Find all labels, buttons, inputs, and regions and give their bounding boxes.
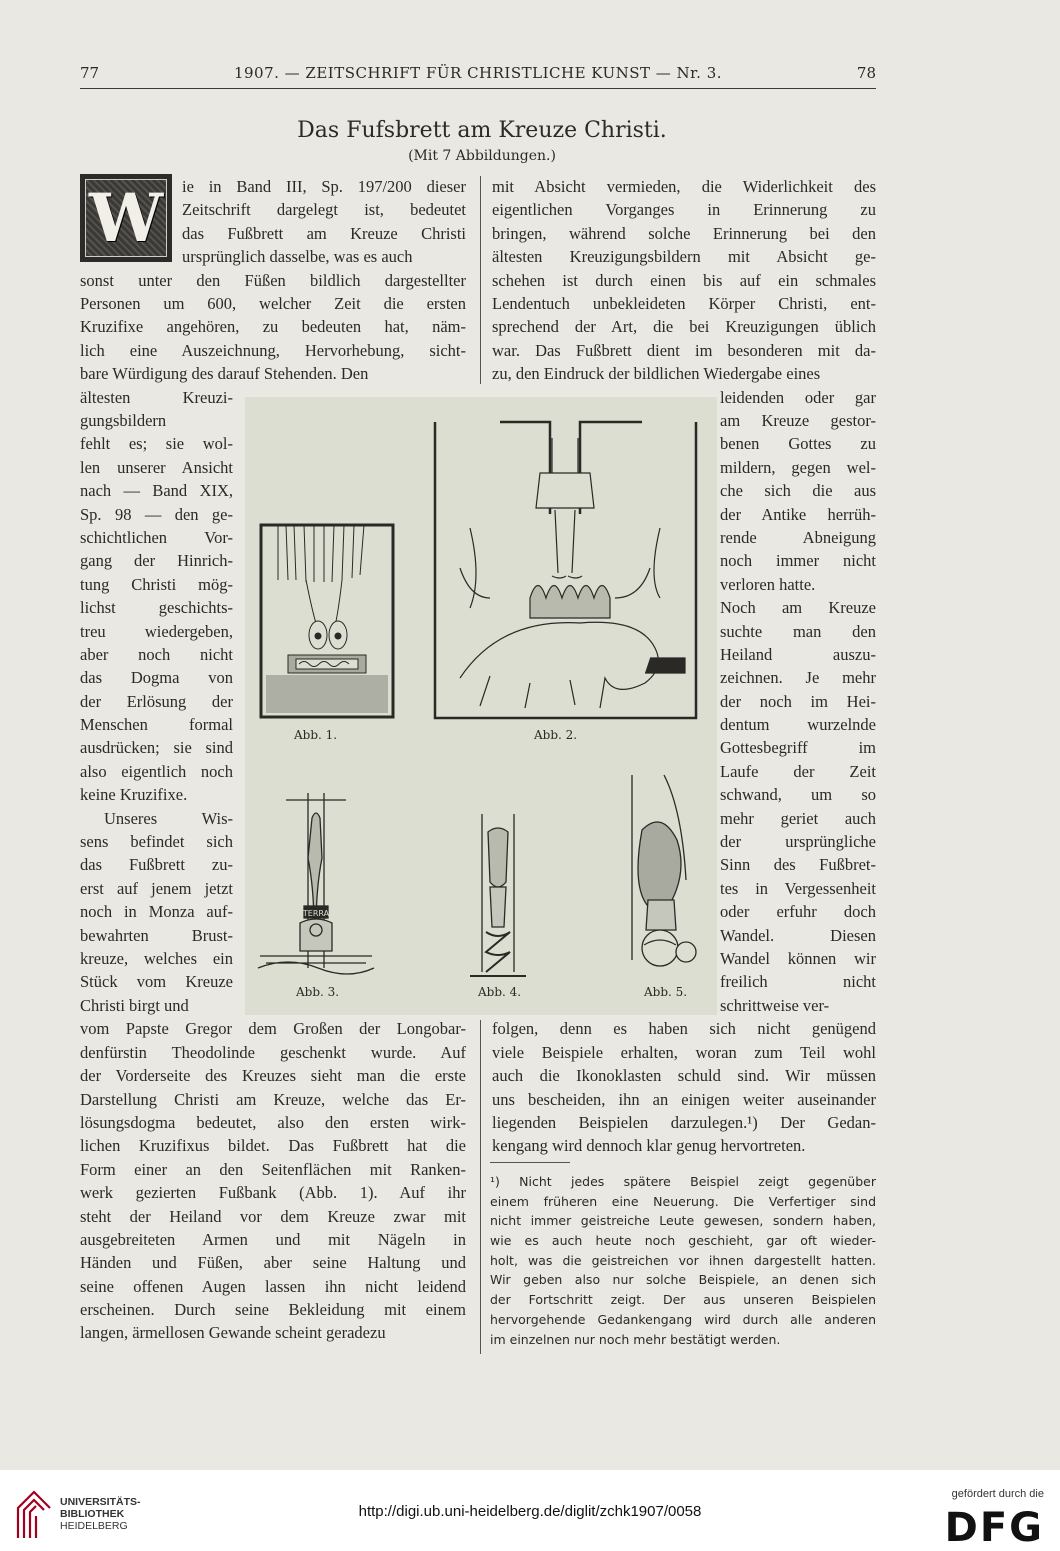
text-line: che sich die aus [720, 481, 876, 501]
right-column-top [492, 175, 876, 386]
text-line: langen, ärmellosen Gewande scheint geradezu [80, 1323, 386, 1343]
dfg-logo: DFG [944, 1505, 1044, 1551]
text-line: ¹) Nicht jedes spätere Beispiel zeigt gegenüber [490, 1174, 876, 1189]
text-line: gang der Hinrich- [80, 551, 233, 571]
text-line: vom Papste Gregor dem Großen der Longobar- [80, 1019, 466, 1039]
text-line: mehr geriet auch [720, 808, 876, 828]
running-header [80, 64, 876, 89]
text-line: der ursprüngliche [720, 832, 876, 852]
text-line: am Kreuze gestor- [720, 410, 876, 430]
text-line: benen Gottes zu [720, 434, 876, 454]
text-line: mildern, gegen wel- [720, 457, 876, 477]
text-line: verloren hatte. [720, 574, 816, 594]
text-line: der Fortschritt zeigt. Der aus unseren Beispielen [490, 1292, 876, 1308]
text-line: dentum wurzelnde [720, 715, 876, 735]
column-rule-top [480, 176, 481, 384]
text-line: nicht immer geistreiche Leute gewesen, sondern haben, [490, 1213, 876, 1229]
text-line: Sinn des Fußbret- [720, 855, 876, 875]
text-line: uns bescheiden, ihn an einigen weiter auseinander [492, 1089, 876, 1109]
caption-abb3: Abb. 3. [296, 985, 340, 999]
text-line: liegenden Beispielen darzulegen.¹) Der Gedan- [492, 1112, 876, 1132]
text-line: Wandel. Diesen [720, 925, 876, 945]
text-line: lichen Kruzifixus bildet. Das Fußbrett hat die [80, 1136, 466, 1156]
left-column-paragraph [80, 269, 466, 386]
text-line: bare Würdigung des darauf Stehenden. Den [80, 364, 369, 384]
funding-note: gefördert durch die [951, 1488, 1044, 1500]
text-line: bewahrten Brust- [80, 925, 233, 945]
text-line: erst auf jenem jetzt [80, 878, 233, 898]
text-line: lich eine Auszeichnung, Hervorhebung, sicht- [80, 340, 466, 360]
library-line2: BIBLIOTHEK [60, 1508, 125, 1520]
footnote [490, 1172, 876, 1349]
journal-header: 1907. — ZEITSCHRIFT FÜR CHRISTLICHE KUNST — Nr. 3. [233, 64, 723, 82]
text-line: nach — Band XIX, [80, 481, 233, 501]
text-line: also eigentlich noch [80, 761, 233, 781]
text-line: suchte man den [720, 621, 876, 641]
column-rule-bottom [480, 1020, 481, 1354]
text-line: tung Christi mög- [80, 574, 233, 594]
source-url-link[interactable]: http://digi.ub.uni-heidelberg.de/diglit/zchk1907/0058 [358, 1503, 702, 1520]
text-line: zu, den Eindruck der bildlichen Wiedergabe eines [492, 364, 821, 384]
right-column-narrow [720, 386, 876, 1018]
text-line: Form einer an den Seitenflächen mit Ranken- [80, 1159, 466, 1179]
text-line: seine offenen Augen lassen ihn nicht leidend [80, 1276, 466, 1296]
article-subtitle: (Mit 7 Abbildungen.) [408, 148, 556, 164]
text-line: im einzelnen nur noch mehr bestätigt werden. [490, 1331, 781, 1347]
text-line: denfürstin Theodolinde geschenkt wurde. Auf [80, 1042, 466, 1062]
right-column-bottom [492, 1017, 876, 1157]
text-line: ursprünglich dasselbe, was es auch [182, 247, 413, 267]
text-line: sens befindet sich [80, 832, 233, 852]
text-line: Händen und Füßen, aber seine Haltung und [80, 1253, 466, 1273]
text-line: treu wiedergeben, [80, 621, 233, 641]
text-line: Stück vom Kreuze [80, 972, 233, 992]
text-line: der Antike herrüh- [720, 504, 876, 524]
figure-abb2-drawing [430, 418, 702, 724]
text-line: ältesten Kreuzi- [80, 387, 233, 407]
text-line: Zeitschrift dargelegt ist, bedeutet [182, 200, 466, 220]
text-line: sonst unter den Füßen bildlich dargestellter [80, 270, 466, 290]
text-line: Lendentuch unbekleideten Körper Christi, ent- [492, 293, 876, 313]
caption-abb4: Abb. 4. [478, 985, 522, 999]
text-line: fehlt es; sie wol- [80, 434, 233, 454]
text-line: ältesten Kreuzigungsbildern mit Absicht ge- [492, 247, 876, 267]
text-line: das Fußbrett zu- [80, 855, 233, 875]
text-line: schehen ist durch einen bis auf ein schmales [492, 270, 876, 290]
text-line: ie in Band III, Sp. 197/200 dieser [182, 177, 466, 196]
text-line: rende Abneigung [720, 527, 876, 547]
text-line: auch die Ikonoklasten schuld sind. Wir müssen [492, 1066, 876, 1086]
figure-abb5-drawing [622, 770, 704, 980]
text-line: bringen, während solche Erinnerung bei den [492, 223, 876, 243]
text-line: erscheinen. Durch seine Bekleidung mit einem [80, 1300, 466, 1320]
text-line: Gottesbegriff im [720, 738, 876, 758]
text-line: gungsbildern [80, 410, 167, 430]
text-line: Noch am Kreuze [720, 598, 876, 618]
text-line: tes in Vergessenheit [720, 878, 876, 898]
text-line: das Fußbrett am Kreuze Christi [182, 223, 466, 243]
text-line: noch immer nicht [720, 551, 876, 571]
text-line: mit Absicht vermieden, die Widerlichkeit des [492, 177, 876, 196]
text-line: wie es auch heute noch geschieht, gar oft wieder- [490, 1233, 876, 1249]
text-line: lösungsdogma bedeutet, also den ersten wirk- [80, 1112, 466, 1132]
text-line: zeichnen. Je mehr [720, 668, 876, 688]
text-line: kreuze, welches ein [80, 948, 233, 968]
text-line: werk gezierten Fußbank (Abb. 1). Auf ihr [80, 1183, 466, 1203]
text-line: folgen, denn es haben sich nicht genügend [492, 1019, 876, 1039]
text-line: freilich nicht [720, 972, 876, 992]
text-line: aber noch nicht [80, 644, 233, 664]
article-title: Das Fufsbrett am Kreuze Christi. [297, 118, 667, 143]
text-line: Laufe der Zeit [720, 761, 876, 781]
text-line: Wandel können wir [720, 948, 876, 968]
page-number-right: 78 [856, 64, 876, 82]
text-line: Christi birgt und [80, 995, 189, 1015]
text-line: oder erfuhr doch [720, 902, 876, 922]
library-line1: UNIVERSITÄTS- [60, 1496, 141, 1508]
page-number-left: 77 [80, 64, 100, 82]
text-line: ausgebreiteten Armen und mit Nägeln in [80, 1229, 466, 1249]
drop-cap-letter: W [88, 179, 164, 257]
text-line: schrittweise ver- [720, 995, 830, 1015]
terra-inscription: TERRA [302, 909, 330, 918]
text-line: das Dogma von [80, 668, 233, 688]
caption-abb1: Abb. 1. [294, 728, 338, 742]
text-line: schwand, um so [720, 785, 876, 805]
text-line: steht der Heiland vor dem Kreuze zwar mit [80, 1206, 466, 1226]
figure-abb3-drawing [256, 788, 376, 978]
left-column-narrow [80, 386, 233, 1018]
text-line: noch in Monza auf- [80, 902, 233, 922]
library-line3: HEIDELBERG [60, 1520, 128, 1532]
text-line: einem früheren eine Neuerung. Die Verfertiger sind [490, 1193, 876, 1209]
text-line: Personen um 600, welcher Zeit die ersten [80, 293, 466, 313]
drop-cap [80, 174, 172, 262]
footnote-rule [490, 1162, 570, 1163]
left-column-intro [182, 175, 466, 269]
text-line: lichst geschichts- [80, 598, 233, 618]
text-line: leidenden oder gar [720, 387, 876, 407]
text-line: war. Das Fußbrett dient im besonderen mit da- [492, 340, 876, 360]
text-line: schichtlichen Vor- [80, 527, 233, 547]
text-line: kengang wird dennoch klar genug hervortreten. [492, 1136, 806, 1156]
text-line: ausdrücken; sie sind [80, 738, 233, 758]
text-line: Sp. 98 — den ge- [80, 504, 233, 524]
text-line: der noch im Hei- [720, 691, 876, 711]
figure-abb1-drawing [258, 520, 396, 720]
text-line: len unserer Ansicht [80, 457, 233, 477]
caption-abb5: Abb. 5. [644, 985, 688, 999]
text-line: sprechend der Art, die bei Kreuzigungen üblich [492, 317, 876, 337]
left-column-bottom [80, 1017, 466, 1344]
text-line: Darstellung Christi am Kreuze, welche das Er- [80, 1089, 466, 1109]
figure-abb4-drawing [468, 812, 528, 980]
text-line: Kruzifixe angehören, zu bedeuten hat, näm- [80, 317, 466, 337]
text-line: Unseres Wis- [104, 808, 233, 828]
text-line: Menschen formal [80, 715, 233, 735]
text-line: Heiland auszu- [720, 644, 876, 664]
text-line: eigentlichen Vorganges in Erinnerung zu [492, 200, 876, 220]
caption-abb2: Abb. 2. [534, 728, 578, 742]
text-line: der Vorderseite des Kreuzes sieht man die erste [80, 1066, 466, 1086]
text-line: holt, was die geistreichen vor ihnen dargestellt hatten. [490, 1252, 876, 1268]
text-line: keine Kruzifixe. [80, 785, 188, 805]
text-line: viele Beispiele erhalten, woran zum Teil wohl [492, 1042, 876, 1062]
text-line: der Erlösung der [80, 691, 233, 711]
text-line: Wir geben also nur solche Beispiele, an denen sich [490, 1272, 876, 1288]
text-line: hervorgehende Gedankengang wird durch alle anderen [490, 1311, 876, 1327]
